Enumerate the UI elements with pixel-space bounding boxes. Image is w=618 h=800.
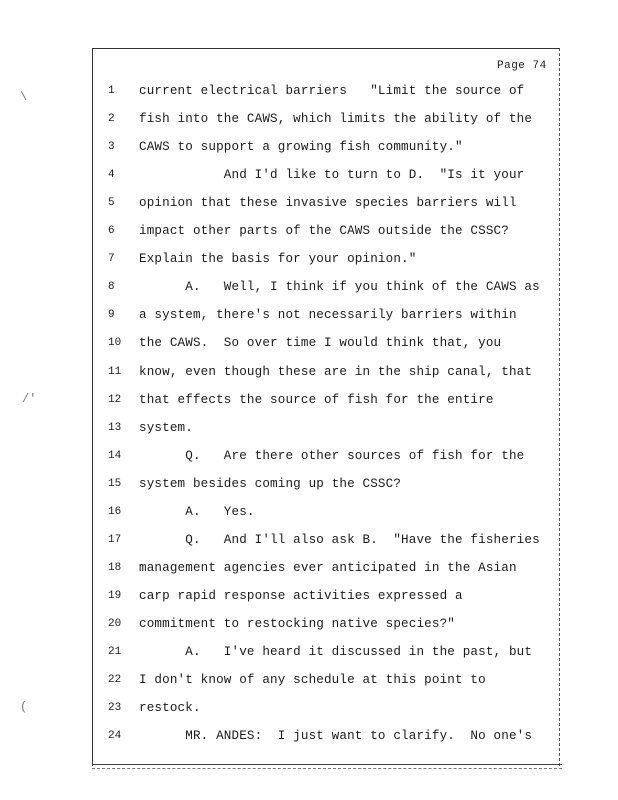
transcript-line-text: the CAWS. So over time I would think that, you xyxy=(139,336,502,351)
line-number: 21 xyxy=(108,646,122,658)
line-number: 9 xyxy=(108,309,115,322)
line-number: 8 xyxy=(108,281,115,294)
line-number: 22 xyxy=(108,674,122,687)
transcript-line-text: I don't know of any schedule at this point to xyxy=(139,673,486,688)
page-number: Page 74 xyxy=(497,60,547,72)
transcript-line-text: system. xyxy=(139,420,193,435)
line-number: 12 xyxy=(108,393,122,406)
margin-tick-mark: \ xyxy=(20,90,28,104)
transcript-line-text: system besides coming up the CSSC? xyxy=(139,476,402,491)
line-number: 4 xyxy=(108,169,115,182)
transcript-line-text: And I'd like to turn to D. "Is it your xyxy=(139,168,525,183)
margin-tick-mark: /' xyxy=(22,392,37,406)
bottom-rule xyxy=(92,764,562,765)
transcript-line-text: commitment to restocking native species?" xyxy=(139,616,456,631)
transcript-line-text: A. Yes. xyxy=(139,504,255,519)
transcript-line-text: that effects the source of fish for the entire xyxy=(139,392,494,407)
transcript-line-text: Explain the basis for your opinion." xyxy=(139,252,417,267)
line-number: 13 xyxy=(108,421,122,434)
transcript-line-text: CAWS to support a growing fish community." xyxy=(139,140,463,155)
line-number: 19 xyxy=(108,589,122,602)
line-number: 23 xyxy=(108,702,122,715)
line-number: 15 xyxy=(108,477,122,490)
line-number: 1 xyxy=(108,85,115,97)
line-number: 20 xyxy=(108,617,122,630)
transcript-line-text: fish into the CAWS, which limits the ability of the xyxy=(139,112,533,127)
transcript-line-text: know, even though these are in the ship canal, that xyxy=(139,364,533,379)
transcript-line-text: management agencies ever anticipated in the Asian xyxy=(139,560,517,575)
line-number: 10 xyxy=(108,337,122,350)
line-number: 3 xyxy=(108,141,115,154)
transcript-line-text: restock. xyxy=(139,701,201,716)
transcript-line-text: MR. ANDES: I just want to clarify. No one's xyxy=(139,729,533,744)
line-number: 17 xyxy=(108,533,122,546)
transcript-line-text: impact other parts of the CAWS outside the CSSC? xyxy=(139,224,509,239)
line-number: 24 xyxy=(108,730,122,743)
line-number: 2 xyxy=(108,113,115,126)
transcript-line-text: a system, there's not necessarily barriers within xyxy=(139,308,517,323)
transcript-line-text: current electrical barriers "Limit the source of xyxy=(139,84,525,98)
line-number: 6 xyxy=(108,225,115,238)
transcript-line-text: A. I've heard it discussed in the past, but xyxy=(139,645,533,659)
transcript-line-text: Q. And I'll also ask B. "Have the fisheries xyxy=(139,532,540,547)
transcript-line-text: carp rapid response activities expressed a xyxy=(139,588,463,603)
transcript-line-text: Q. Are there other sources of fish for the xyxy=(139,448,525,463)
margin-tick-mark: ( xyxy=(20,700,28,714)
line-number: 11 xyxy=(108,365,122,378)
line-number: 5 xyxy=(108,197,115,210)
transcript-line-text: opinion that these invasive species barriers will xyxy=(139,196,517,211)
transcript-line-text: A. Well, I think if you think of the CAWS as xyxy=(139,280,540,295)
line-number: 7 xyxy=(108,253,115,266)
line-number: 14 xyxy=(108,449,122,462)
line-number: 16 xyxy=(108,505,122,518)
bottom-rule-dashed xyxy=(92,768,562,769)
line-number: 18 xyxy=(108,561,122,574)
